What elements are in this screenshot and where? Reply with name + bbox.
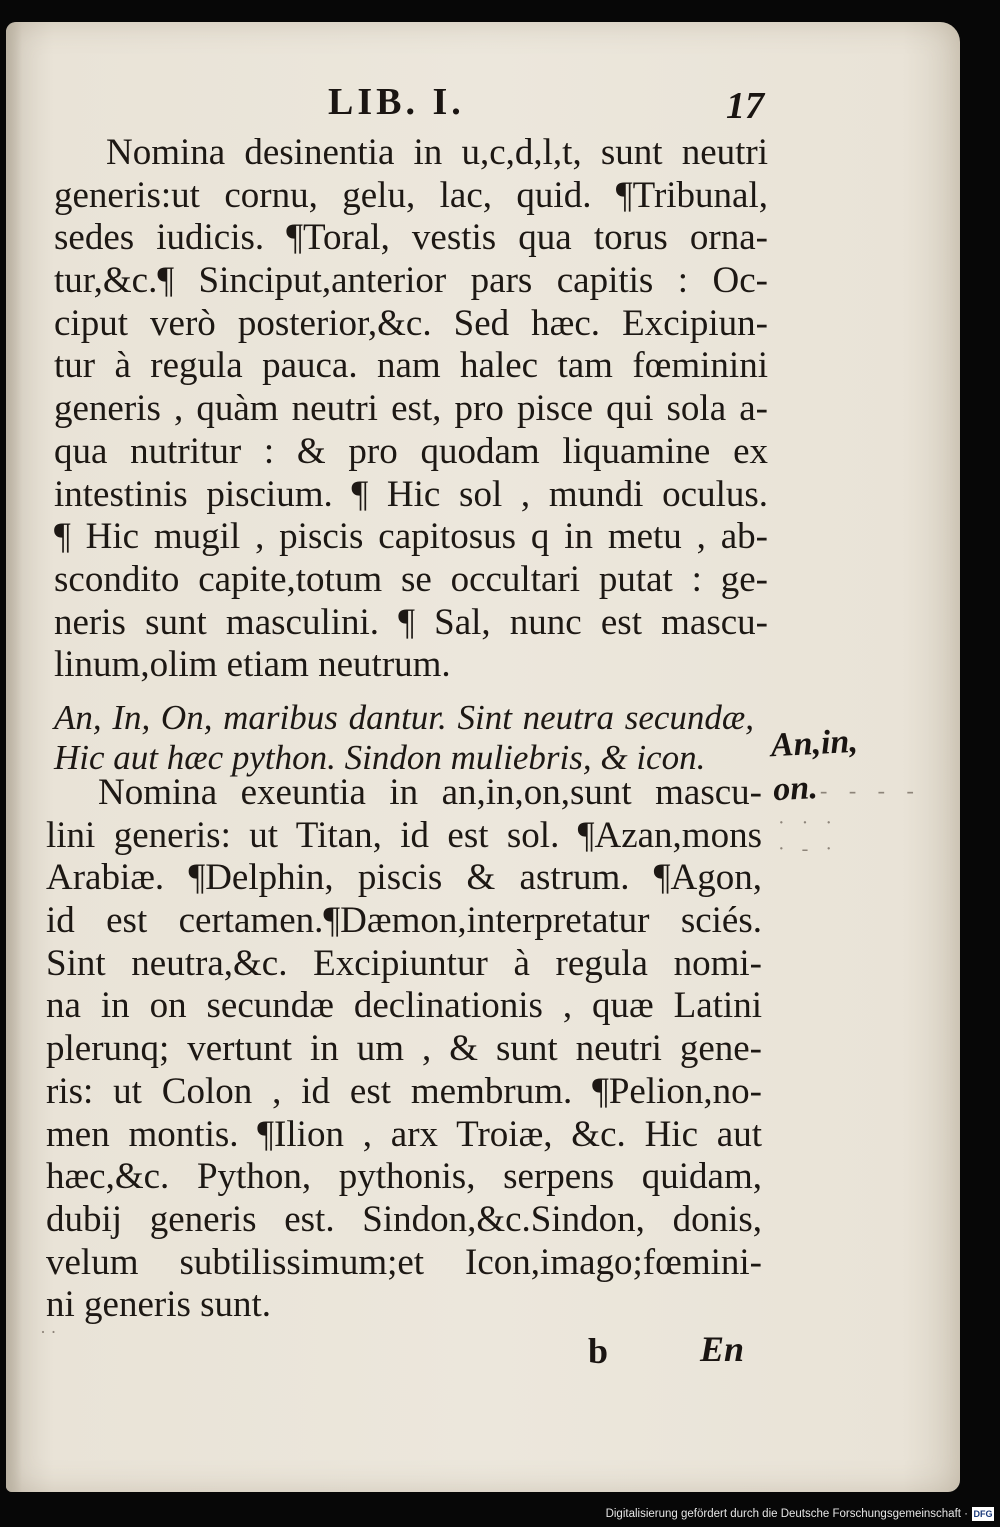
verse-line: Hic aut hæc python. Sindon muliebris, & icon. [54,738,706,777]
text-line: neris sunt masculini. ¶ Sal, nunc est mascu- [54,601,768,643]
text-line: Nomina desinentia in u,c,d,l,t, sunt neutri [106,132,768,173]
digitization-credit: Digitalisierung gefördert durch die Deutsche Forschungsgemeinschaft · [605,1508,968,1520]
signature-mark: b [588,1331,609,1371]
text-line: ni generis sunt. [46,1284,272,1326]
text-line: plerunq; vertunt in um , & sunt neutri gene- [46,1028,762,1070]
text-line: id est certamen.¶Dæmon,interpretatur sciés. [46,900,762,942]
marginal-note-line: An,in, [769,722,859,765]
text-line: tur,&c.¶ Sinciput,anterior pars capitis : Oc- [54,260,768,302]
text-line: lini generis: ut Titan, id est sol. ¶Azan,mons [46,814,762,856]
verse-line: An, In, On, maribus dantur. Sint neutra secundæ, [54,698,754,737]
text-line: tur à regula pauca. nam halec tam fœminini [54,345,768,387]
text-line: intestinis piscium. ¶ Hic sol , mundi oculus. [54,473,768,515]
faint-scribble: · · · · - · [778,812,838,860]
text-line: Nomina exeuntia in an,in,on,sunt mascu- [98,772,762,813]
page-number: 17 [726,85,764,127]
handwritten-marks: - - - - [820,778,922,803]
ink-smudge: · · [40,1322,57,1342]
text-line: Arabiæ. ¶Delphin, piscis & astrum. ¶Agon, [46,857,762,899]
text-line: men montis. ¶Ilion , arx Troiæ, &c. Hic aut [46,1113,762,1155]
verse-rule [54,698,754,778]
text-line: Sint neutra,&c. Excipiuntur à regula nomi- [46,942,762,984]
text-line: na in on secundæ declinationis , quæ Latini [46,985,762,1027]
catchword: En [700,1329,745,1369]
text-line: ciput verò posterior,&c. Sed hæc. Excipiun- [54,302,768,344]
text-line: generis , quàm neutri est, pro pisce qui sola a- [54,388,768,430]
text-line: linum,olim etiam neutrum. [54,644,451,686]
paragraph-2 [46,772,762,1327]
dfg-logo: DFG [973,1509,993,1519]
paragraph-1 [54,132,768,687]
text-line: ris: ut Colon , id est membrum. ¶Pelion,no- [46,1070,762,1112]
text-line: ¶ Hic mugil , piscis capitosus q in metu , ab- [54,516,768,558]
running-head: LIB. I. [328,81,465,123]
text-line: qua nutritur : & pro quodam liquamine ex [54,430,768,472]
page-gutter-shadow [6,22,22,1492]
text-line: hæc,&c. Python, pythonis, serpens quidam, [46,1156,762,1198]
text-line: velum subtilissimum;et Icon,imago;fœmini- [46,1241,762,1283]
marginal-note-line: on. [772,768,819,809]
text-line: dubij generis est. Sindon,&c.Sindon, donis, [46,1198,762,1240]
text-line: scondito capite,totum se occultari putat : ge- [54,558,768,600]
text-line: generis:ut cornu, gelu, lac, quid. ¶Tribunal, [54,174,768,216]
text-line: sedes iudicis. ¶Toral, vestis qua torus orna- [54,217,768,259]
